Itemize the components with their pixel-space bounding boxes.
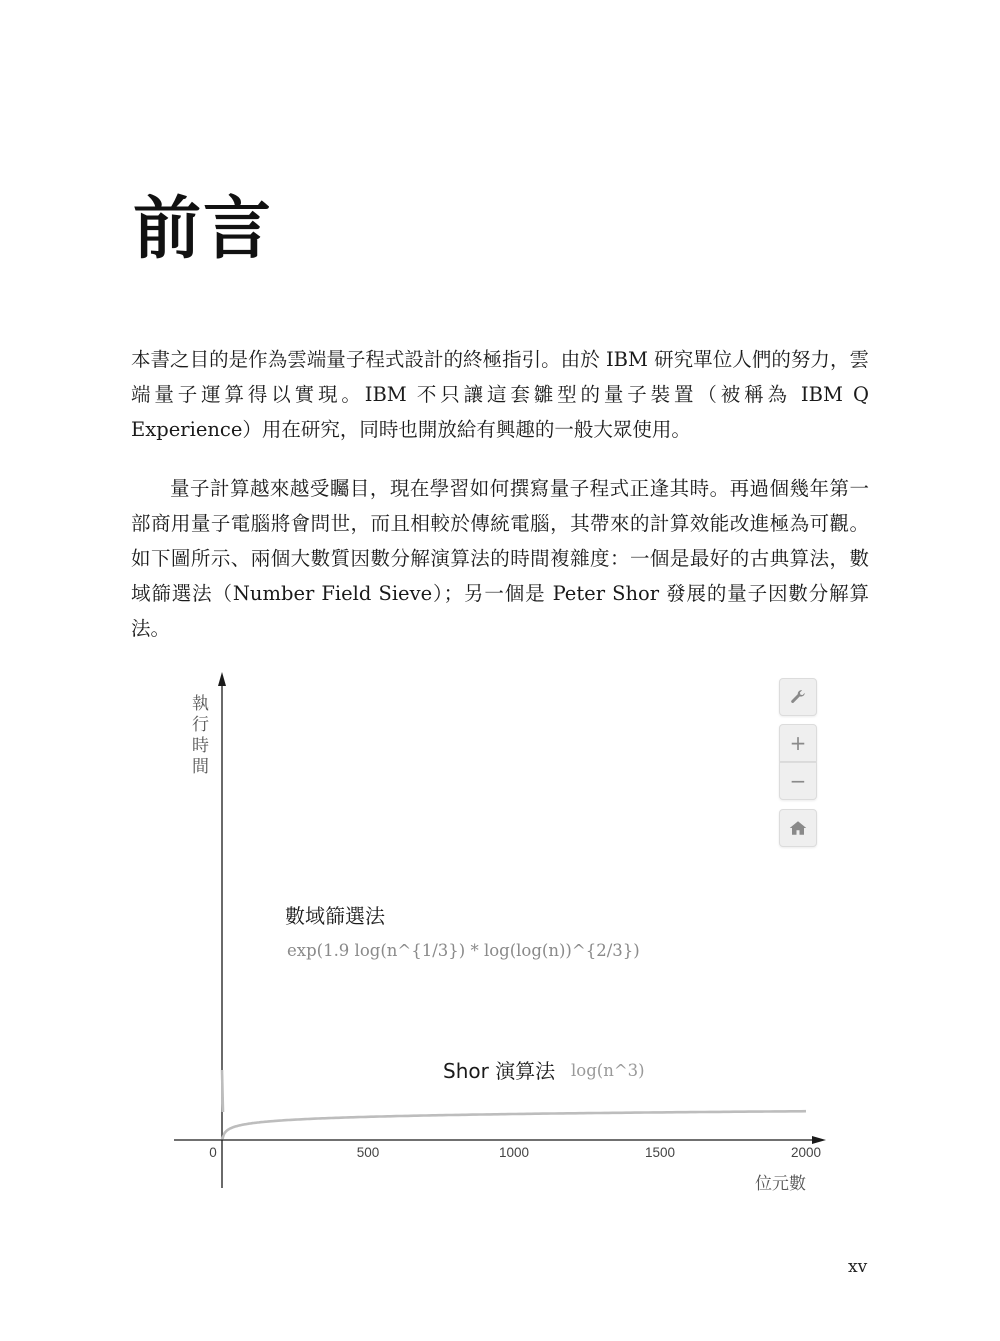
home-icon xyxy=(789,820,807,836)
x-tick-label: 2000 xyxy=(790,1145,822,1160)
paragraph-complexity: 量子計算越來越受矚目，現在學習如何撰寫量子程式正逢其時。再過個幾年第一部商用量子電腦將會問世，而且相較於傳統電腦，其帶來的計算效能改進極為可觀。如下圖所示、兩個大數質因數分解演算法的時間複雜度：一個是最好的古典算法，數域篩選法（Number Field Sieve）；另一個是 Peter Shor 發展的量子因數分解算法。 xyxy=(131,477,869,640)
series-label-shor: Shor 演算法 xyxy=(443,1059,556,1083)
y-axis-arrow xyxy=(218,672,226,686)
paragraph-intro: 本書之目的是作為雲端量子程式設計的終極指引。由於 IBM 研究單位人們的努力，雲端量子運算得以實現。IBM 不只讓這套雛型的量子裝置（被稱為 IBM Q Experience）用在研究，同時也開放給有興趣的一般大眾使用。 xyxy=(131,348,869,441)
y-axis-label: 執行時間 xyxy=(188,694,208,778)
series-formula-shor: log(n^3) xyxy=(571,1061,645,1080)
minus-icon: − xyxy=(789,769,807,793)
x-axis-label: 位元數 xyxy=(755,1174,806,1194)
x-axis-arrow xyxy=(812,1136,826,1144)
x-tick-label: 500 xyxy=(356,1145,380,1160)
zoom-out-button[interactable] xyxy=(779,762,817,800)
plus-icon: + xyxy=(789,731,807,755)
page-number: xv xyxy=(848,1257,868,1277)
page-title: 前言 xyxy=(133,190,274,269)
series-line-nfs xyxy=(222,1070,223,1112)
reset-view-button[interactable] xyxy=(779,809,817,847)
x-tick-label: 1000 xyxy=(498,1145,530,1160)
x-tick-label: 1500 xyxy=(644,1145,676,1160)
wrench-button[interactable] xyxy=(779,678,817,716)
series-formula-nfs: exp(1.9 log(n^{1/3}) * log(log(n))^{2/3}) xyxy=(287,941,640,960)
zoom-in-button[interactable] xyxy=(779,724,817,762)
series-label-nfs: 數域篩選法 xyxy=(285,904,385,928)
x-tick-label: 0 xyxy=(209,1145,217,1160)
series-line-shor xyxy=(222,1111,806,1139)
wrench-icon xyxy=(789,688,807,706)
